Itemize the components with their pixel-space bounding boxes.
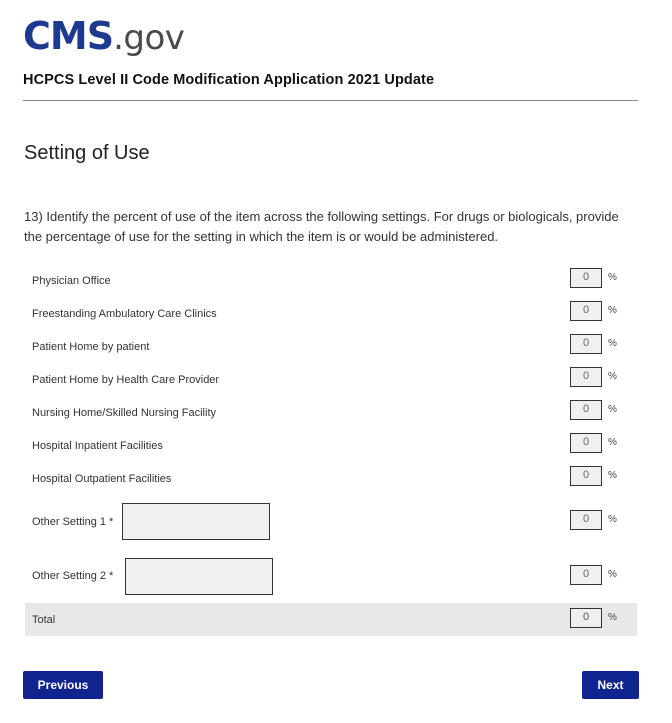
percent-input[interactable]: 0 <box>570 334 602 354</box>
setting-row-ambulatory-clinics <box>25 296 637 329</box>
percent-input[interactable]: 0 <box>570 400 602 420</box>
percent-input[interactable]: 0 <box>570 367 602 387</box>
setting-row-physician-office <box>25 263 637 296</box>
percent-sign: % <box>608 371 617 382</box>
application-title: HCPCS Level II Code Modification Application 2021 Update <box>23 72 435 88</box>
other-setting-2-input[interactable] <box>125 558 273 595</box>
total-label: Total <box>32 614 56 626</box>
question-text: 13) Identify the percent of use of the item across the following settings. For drugs or biologicals, provide the percentage of use for the setting in which the item is or would be administered. <box>24 209 619 244</box>
setting-label: Freestanding Ambulatory Care Clinics <box>32 308 217 320</box>
percent-input[interactable]: 0 <box>570 433 602 453</box>
setting-row-home-by-provider <box>25 362 637 395</box>
logo-cms-text: CMS <box>23 14 114 58</box>
setting-row-hospital-inpatient <box>25 428 637 461</box>
total-percent-field: 0 <box>570 608 602 628</box>
setting-row-nursing-home <box>25 395 637 428</box>
setting-row-other-1 <box>25 502 637 542</box>
setting-label: Patient Home by Health Care Provider <box>32 374 220 386</box>
percent-sign: % <box>608 338 617 349</box>
setting-row-other-2 <box>25 557 637 597</box>
percent-input[interactable]: 0 <box>570 268 602 288</box>
percent-sign: % <box>608 272 617 283</box>
cms-logo[interactable] <box>23 14 184 60</box>
setting-row-home-by-patient <box>25 329 637 362</box>
percent-sign: % <box>608 437 617 448</box>
setting-label: Hospital Inpatient Facilities <box>32 440 163 452</box>
setting-label: Patient Home by patient <box>32 341 150 353</box>
percent-input[interactable]: 0 <box>570 466 602 486</box>
percent-sign: % <box>608 470 617 481</box>
percent-sign: % <box>608 569 617 580</box>
setting-row-hospital-outpatient <box>25 461 637 494</box>
percent-sign: % <box>608 305 617 316</box>
logo-gov-text: .gov <box>113 18 185 58</box>
other-setting-1-input[interactable] <box>122 503 270 540</box>
section-title: Setting of Use <box>24 142 150 164</box>
setting-label: Physician Office <box>32 275 111 287</box>
percent-input[interactable]: 0 <box>570 510 602 530</box>
percent-sign: % <box>608 404 617 415</box>
total-row <box>25 603 637 636</box>
other-setting-label: Other Setting 1 * <box>32 516 114 528</box>
percent-sign: % <box>608 612 617 623</box>
setting-label: Nursing Home/Skilled Nursing Facility <box>32 407 217 419</box>
other-setting-label: Other Setting 2 * <box>32 570 114 582</box>
next-button[interactable]: Next <box>582 671 639 699</box>
percent-sign: % <box>608 514 617 525</box>
percent-input[interactable]: 0 <box>570 565 602 585</box>
header-divider <box>23 100 638 101</box>
setting-label: Hospital Outpatient Facilities <box>32 473 172 485</box>
previous-button[interactable]: Previous <box>23 671 103 699</box>
percent-input[interactable]: 0 <box>570 301 602 321</box>
